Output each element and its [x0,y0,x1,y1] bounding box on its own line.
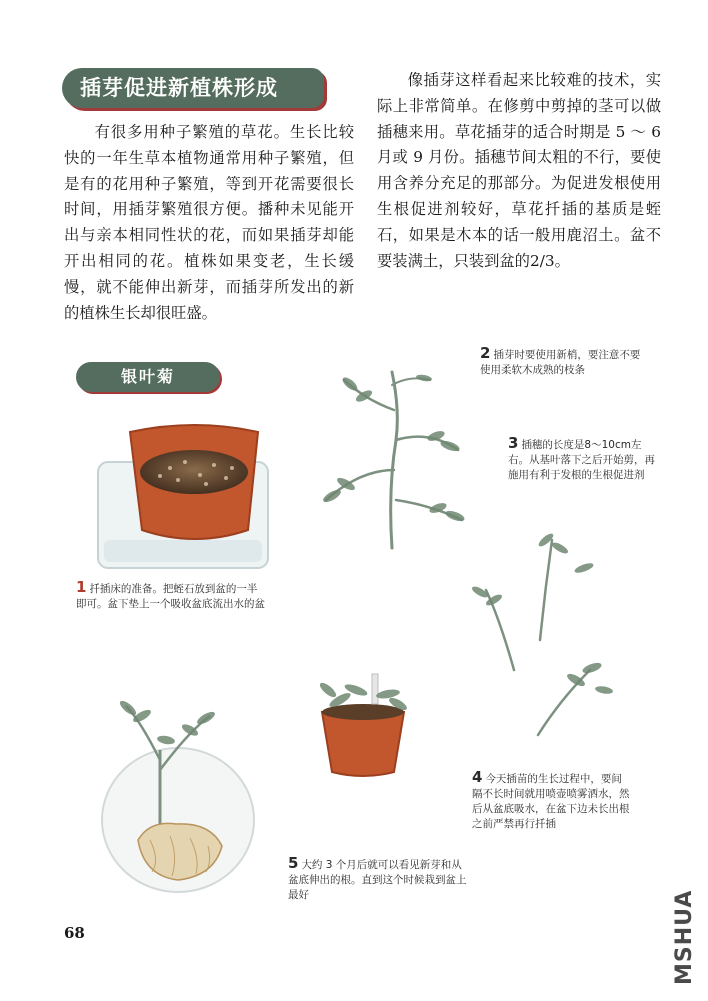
caption-3 [508,436,658,483]
photo-rooted-plant [102,699,254,892]
caption-5-number: 5 [288,854,299,872]
caption-2 [480,346,650,378]
page-number: 68 [64,924,85,942]
caption-1-number: 1 [76,578,87,596]
photo-small-pot-growing [318,674,409,776]
caption-3-text: 插穗的长度是8～10cm左右。从基叶落下之后开始剪，再施用有利于发根的生根促进剂 [508,439,655,481]
caption-2-number: 2 [480,344,491,362]
photo-cutting-branch [326,372,462,548]
caption-5-text: 大约 3 个月后就可以看见新芽和从盆底伸出的根。直到这个时候栽到盆上最好 [288,859,467,901]
caption-3-number: 3 [508,434,519,452]
caption-5 [288,856,468,903]
photo-pot-with-vermiculite [98,425,268,568]
plant-name-banner: 银叶菊 [76,362,220,392]
caption-1-text: 扦插床的准备。把蛭石放到盆的一半即可。盆下垫上一个吸收盆底流出水的盆 [76,583,265,610]
body-paragraph-left: 有很多用种子繁殖的草花。生长比较快的一年生草本植物通常用种子繁殖，但是有的花用种子繁殖，等到开花需要很长时间，用插芽繁殖很方便。播种未见能开出与亲本相同性状的花，而如果插芽却能开出相同的花。植株如果变老，生长缓慢，就不能伸出新芽，而插芽所发出的新的植株生长却很旺盛。 [64,123,354,322]
caption-4 [472,770,632,832]
caption-4-text: 今天插苗的生长过程中，要间隔不长时间就用喷壶喷雾洒水，然后从盆底吸水，在盆下边未长出根之前严禁再行扦插 [472,773,630,830]
photo-three-cuttings [486,540,590,735]
caption-4-number: 4 [472,768,483,786]
caption-2-text: 插芽时要使用新梢，要注意不要使用柔软木成熟的枝条 [480,349,641,376]
section-title: 插芽促进新植株形成 [62,68,324,108]
watermark: MSHUA [672,889,697,985]
body-paragraph-right: 像插芽这样看起来比较难的技术，实际上非常简单。在修剪中剪掉的茎可以做插穗来用。草花插芽的适合时期是 5 ～ 6 月或 9 月份。插穗节间太粗的不行，要使用含养分充足的那部分。为促进发根使用生根促进剂较好，草花扦插的基质是蛭石，如果是木本的话一般用鹿沼土。盆不要装满土，只装到盆的2/3。 [377,71,661,270]
caption-1 [76,580,266,612]
